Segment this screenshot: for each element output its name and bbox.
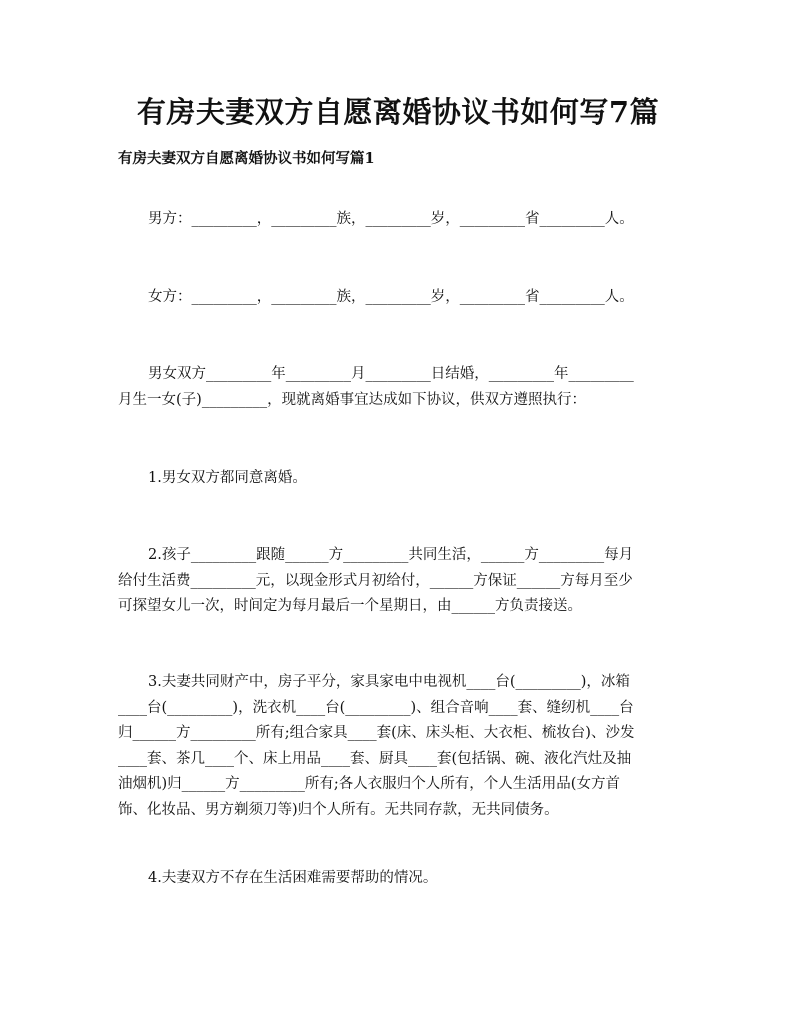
clause-1-line: 1.男女双方都同意离婚。 — [148, 470, 307, 486]
female-party-line: 女方：_________，_________族，_________岁，_________省_________人。 — [148, 289, 634, 305]
marriage-line-2: 月生一女(子)_________，现就离婚事宜达成如下协议，供双方遵照执行： — [118, 391, 587, 408]
document-title: 有房夫妻双方自愿离婚协议书如何写7篇 — [136, 95, 660, 129]
clause-4-line: 4.夫妻双方不存在生活困难需要帮助的情况。 — [148, 870, 438, 886]
clause-3-line-4: ____套、茶几____个、床上用品____套、厨具____套(包括锅、碗、液化汽灶及抽 — [118, 750, 632, 767]
marriage-paragraph — [118, 362, 683, 413]
clause-3-line-1: 3.夫妻共同财产中，房子平分，家具家电中电视机____台(_________)，冰箱 — [148, 674, 630, 690]
male-party-paragraph — [118, 207, 683, 233]
male-party-line: 男方：_________，_________族，_________岁，_________省_________人。 — [148, 211, 634, 227]
clause-3-paragraph — [118, 670, 683, 823]
clause-4-paragraph — [118, 866, 683, 892]
clause-2-line-2: 给付生活费_________元，以现金形式月初给付，______方保证______方每月至少 — [118, 572, 633, 589]
marriage-line-1: 男女双方_________年_________月_________日结婚，_________年_________ — [148, 366, 634, 382]
clause-2-paragraph — [118, 543, 683, 620]
section-heading: 有房夫妻双方自愿离婚协议书如何写篇1 — [118, 150, 375, 167]
clause-3-line-2: ____台(_________)，洗衣机____台(_________)、组合音响____套、缝纫机____台 — [118, 699, 634, 716]
clause-3-line-5: 油烟机)归______方_________所有;各人衣服归个人所有，个人生活用品(女方首 — [118, 776, 620, 792]
clause-2-line-1: 2.孩子_________跟随______方_________共同生活，______方_________每月 — [148, 547, 634, 563]
clause-3-line-3: 归______方_________所有;组合家具____套(床、床头柜、大衣柜、梳妆台)、沙发 — [118, 725, 635, 741]
clause-2-line-3: 可探望女儿一次，时间定为每月最后一个星期日，由______方负责接送。 — [118, 598, 582, 614]
clause-3-line-6: 饰、化妆品、男方剃须刀等)归个人所有。无共同存款，无共同债务。 — [118, 801, 559, 818]
female-party-paragraph — [118, 285, 683, 311]
clause-1-paragraph — [118, 466, 683, 492]
